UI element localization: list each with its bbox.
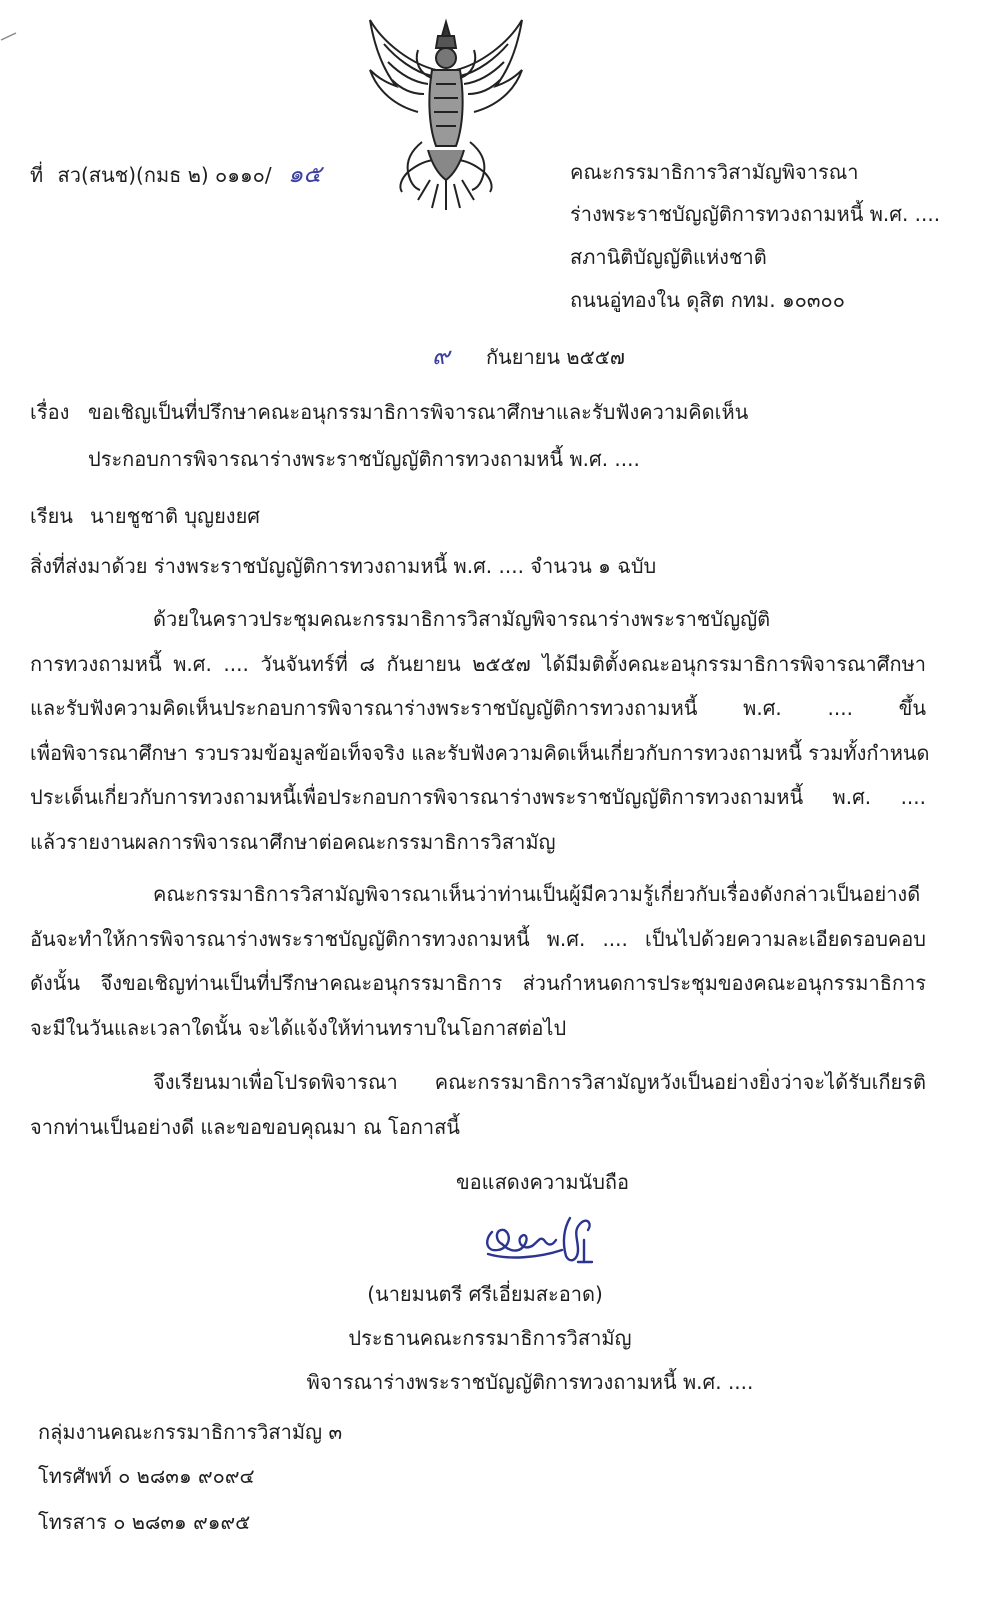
paragraph-2-line: จะมีในวันและเวลาใดนั้น จะได้แจ้งให้ท่านทราบในโอกาสต่อไป bbox=[30, 1016, 567, 1040]
paragraph-2-line: อันจะทำให้การพิจารณาร่างพระราชบัญญัติการทวงถามหนี้ พ.ศ. .... เป็นไปด้วยความละเอียดรอบคอบ bbox=[30, 927, 926, 951]
paragraph-1-line: เพื่อพิจารณาศึกษา รวบรวมข้อมูลข้อเท็จจริง และรับฟังความคิดเห็นเกี่ยวกับการทวงถามหนี้ รวมทั้งกำหนด bbox=[30, 741, 930, 765]
letter-number-handwritten: ๑๕ bbox=[287, 160, 322, 188]
recipient-label: เรียน bbox=[30, 504, 73, 528]
enclosure-line: สิ่งที่ส่งมาด้วย ร่างพระราชบัญญัติการทวงถามหนี้ พ.ศ. .... จำนวน ๑ ฉบับ bbox=[30, 554, 657, 578]
paragraph-1-line: แล้วรายงานผลการพิจารณาศึกษาต่อคณะกรรมาธิการวิสามัญ bbox=[30, 830, 556, 854]
paragraph-1-line: ประเด็นเกี่ยวกับการทวงถามหนี้เพื่อประกอบการพิจารณาร่างพระราชบัญญัติการทวงถามหนี้ พ.ศ. .... bbox=[30, 785, 926, 809]
letter-number-code: สว(สนช)(กมธ ๒) ๐๑๑๐/ bbox=[57, 163, 272, 187]
signer-name: (นายมนตรี ศรีเอี่ยมสะอาด) bbox=[367, 1282, 603, 1306]
recipient-name: นายชูชาติ บุญยงยศ bbox=[90, 504, 260, 528]
footer-office: กลุ่มงานคณะกรรมาธิการวิสามัญ ๓ bbox=[38, 1420, 343, 1444]
sender-address-line-2: ร่างพระราชบัญญัติการทวงถามหนี้ พ.ศ. .... bbox=[570, 202, 941, 226]
paragraph-2-line: คณะกรรมาธิการวิสามัญพิจารณาเห็นว่าท่านเป็นผู้มีความรู้เกี่ยวกับเรื่องดังกล่าวเป็นอย่างดี bbox=[153, 882, 921, 906]
handwritten-signature bbox=[478, 1210, 608, 1272]
paragraph-3-line: จึงเรียนมาเพื่อโปรดพิจารณา คณะกรรมาธิการวิสามัญหวังเป็นอย่างยิ่งว่าจะได้รับเกียรติ bbox=[153, 1070, 926, 1094]
paragraph-1-line: ด้วยในคราวประชุมคณะกรรมาธิการวิสามัญพิจารณาร่างพระราชบัญญัติ bbox=[153, 607, 771, 631]
signer-title-1: ประธานคณะกรรมาธิการวิสามัญ bbox=[348, 1326, 632, 1350]
subject-line-1: ขอเชิญเป็นที่ปรึกษาคณะอนุกรรมาธิการพิจารณาศึกษาและรับฟังความคิดเห็น bbox=[88, 400, 749, 424]
date-day: ๙ bbox=[432, 342, 450, 370]
sender-address-line-1: คณะกรรมาธิการวิสามัญพิจารณา bbox=[570, 160, 859, 184]
letter-number bbox=[30, 160, 321, 189]
garuda-emblem-icon bbox=[362, 14, 530, 214]
letter-date bbox=[432, 342, 625, 371]
letter-number-prefix: ที่ bbox=[30, 163, 44, 187]
sender-address-line-3: สภานิติบัญญัติแห่งชาติ bbox=[570, 245, 767, 269]
footer-fax: โทรสาร ๐ ๒๘๓๑ ๙๑๙๕ bbox=[38, 1510, 251, 1534]
paragraph-1-line: การทวงถามหนี้ พ.ศ. .... วันจันทร์ที่ ๘ กันยายน ๒๕๕๗ ได้มีมติตั้งคณะอนุกรรมาธิการพิจารณาศึกษา bbox=[30, 652, 926, 676]
closing-phrase: ขอแสดงความนับถือ bbox=[456, 1170, 630, 1194]
scan-mark bbox=[0, 30, 18, 44]
paragraph-3-line: จากท่านเป็นอย่างดี และขอขอบคุณมา ณ โอกาสนี้ bbox=[30, 1115, 460, 1139]
date-month-year: กันยายน ๒๕๕๗ bbox=[485, 345, 625, 369]
subject-label: เรื่อง bbox=[30, 400, 70, 424]
paragraph-1-line: และรับฟังความคิดเห็นประกอบการพิจารณาร่างพระราชบัญญัติการทวงถามหนี้ พ.ศ. .... ขึ้น bbox=[30, 696, 926, 720]
signer-title-2: พิจารณาร่างพระราชบัญญัติการทวงถามหนี้ พ.ศ. .... bbox=[306, 1370, 754, 1394]
paragraph-2-line: ดังนั้น จึงขอเชิญท่านเป็นที่ปรึกษาคณะอนุกรรมาธิการ ส่วนกำหนดการประชุมของคณะอนุกรรมาธิการ bbox=[30, 971, 926, 995]
subject-line-2: ประกอบการพิจารณาร่างพระราชบัญญัติการทวงถามหนี้ พ.ศ. .... bbox=[88, 447, 640, 471]
sender-address-line-4: ถนนอู่ทองใน ดุสิต กทม. ๑๐๓๐๐ bbox=[570, 288, 845, 312]
footer-phone: โทรศัพท์ ๐ ๒๘๓๑ ๙๐๙๔ bbox=[38, 1464, 255, 1488]
